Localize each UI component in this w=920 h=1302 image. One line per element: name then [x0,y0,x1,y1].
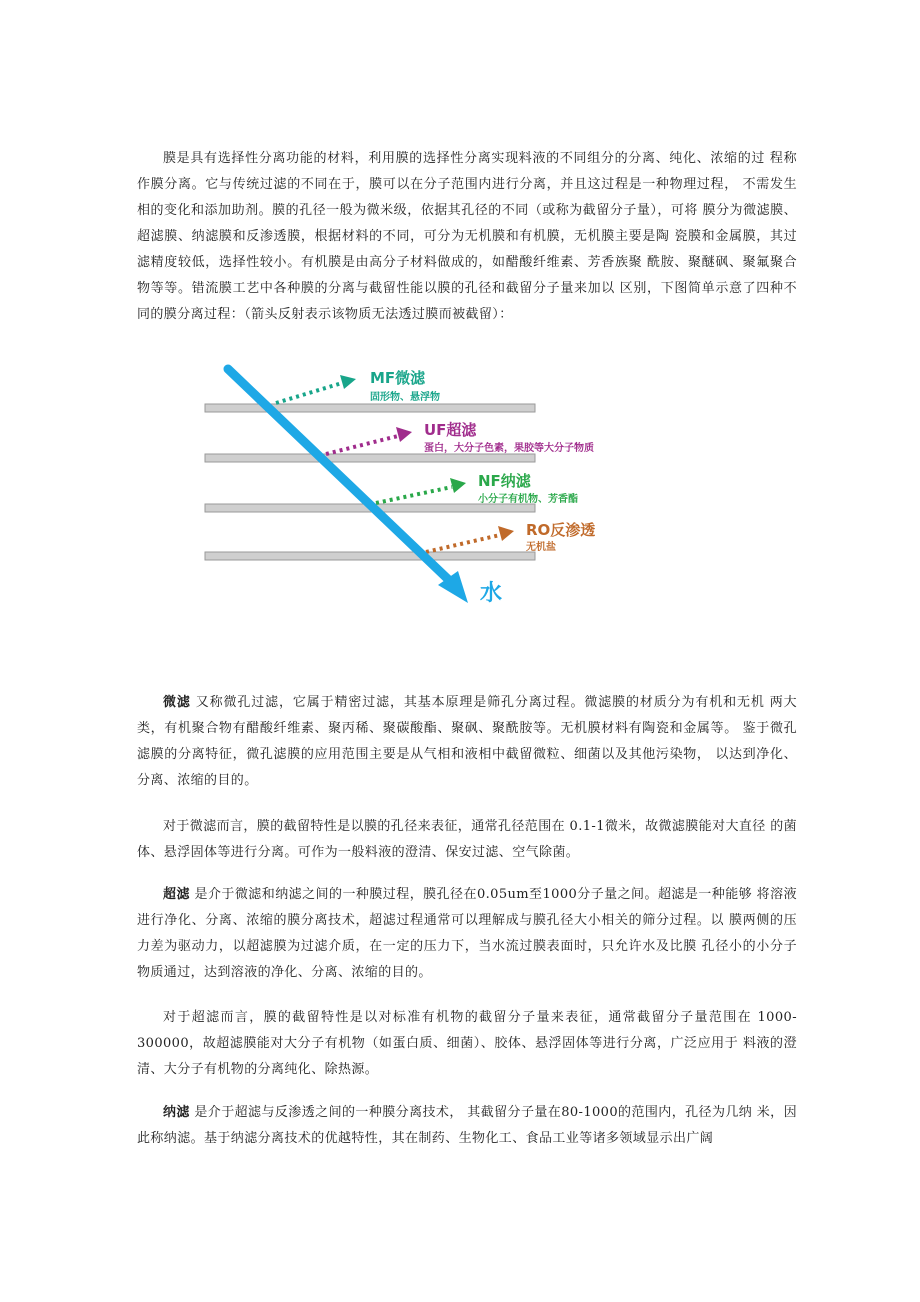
mf-note-paragraph: 对于微滤而言，膜的截留特性是以膜的孔径来表征，通常孔径范围在 0.1-1微米，故微滤膜能对大直径 的菌体、悬浮固体等进行分离。可作为一般料液的澄清、保安过滤、空气除菌。 [137,819,798,860]
membrane-ro-bar [205,552,535,560]
nf-title: NF纳滤 [478,472,531,490]
uf-term: 超滤 [163,887,190,902]
intro-paragraph: 膜是具有选择性分离功能的材料，利用膜的选择性分离实现料液的不同组分的分离、纯化、浓缩的过 程称作膜分离。它与传统过滤的不同在于，膜可以在分子范围内进行分离，并且这过程是一种物理过程， 不需发生相的变化和添加助剂。膜的孔径一般为微米级，依据其孔径的不同（或称为截留分子量），可将 膜分为微滤膜、超滤膜、纳滤膜和反渗透膜，根据材料的不同，可分为无机膜和有机膜，无机膜主要是陶 瓷膜和金属膜，其过滤精度较低，选择性较小。有机膜是由高分子材料做成的，如醋酸纤维素、芳香族聚 酰胺、聚醚砜、聚氟聚合物等等。错流膜工艺中各种膜的分离与截留性能以膜的孔径和截留分子量来加以 区别，下图简单示意了四种不同的膜分离过程：（箭头反射表示该物质无法透过膜而被截留）： [137,151,797,322]
nf-subtitle: 小分子有机物、芳香酯 [478,494,578,505]
ro-title: RO反渗透 [526,521,596,539]
ro-subtitle: 无机盐 [526,542,556,553]
nf-term: 纳滤 [163,1105,190,1120]
mf-title: MF微滤 [370,369,426,387]
ro-reflect-arrow [426,526,514,552]
uf-paragraph [137,882,797,986]
uf-note-paragraph: 对于超滤而言，膜的截留特性是以对标准有机物的截留分子量来表征，通常截留分子量范围在 1000-300000，故超滤膜能对大分子有机物（如蛋白质、细菌）、胶体、悬浮固体等进行分离，广泛应用于 料液的澄清、大分子有机物的分离纯化、除热源。 [137,1010,797,1077]
mf-term: 微滤 [163,695,191,710]
membrane-mf-bar [205,404,535,412]
mf-paragraph [137,690,797,794]
uf-text: 是介于微滤和纳滤之间的一种膜过程，膜孔径在0.05um至1000分子量之间。超滤是一种能够 将溶液进行净化、分离、浓缩的膜分离技术，超滤过程通常可以理解成与膜孔径大小相关的筛分过程。以 膜两侧的压力差为驱动力，以超滤膜为过滤介质，在一定的压力下，当水流过膜表面时，只允许水及比膜 孔径小的小分子物质通过，达到溶液的净化、分离、浓缩的目的。 [137,887,797,980]
uf-reflect-arrow [326,427,412,454]
mf-subtitle: 固形物、悬浮物 [370,392,440,403]
mf-reflect-arrow [276,375,356,403]
membrane-separation-diagram [180,345,596,635]
water-label: 水 [480,581,503,606]
mf-text: 又称微孔过滤，它属于精密过滤，其基本原理是筛孔分离过程。微滤膜的材质分为有机和无机 两大类，有机聚合物有醋酸纤维素、聚丙稀、聚碳酸酯、聚砜、聚酰胺等。无机膜材料有陶瓷和金属等。 鉴于微孔滤膜的分离特征，微孔滤膜的应用范围主要是从气相和液相中截留微粒、细菌以及其他污染物， 以达到净化、分离、浓缩的目的。 [137,695,797,788]
nf-reflect-arrow [376,478,466,503]
membrane-uf-bar [205,454,535,462]
nf-paragraph [137,1100,797,1152]
nf-text: 是介于超滤与反渗透之间的一种膜分离技术， 其截留分子量在80-1000的范围内，孔径为几纳 米，因此称纳滤。基于纳滤分离技术的优越特性，其在制药、生物化工、食品工业等诸多领域显示出广阔 [137,1105,797,1146]
uf-title: UF超滤 [424,421,477,439]
uf-subtitle: 蛋白，大分子色素，果胶等大分子物质 [424,443,594,454]
